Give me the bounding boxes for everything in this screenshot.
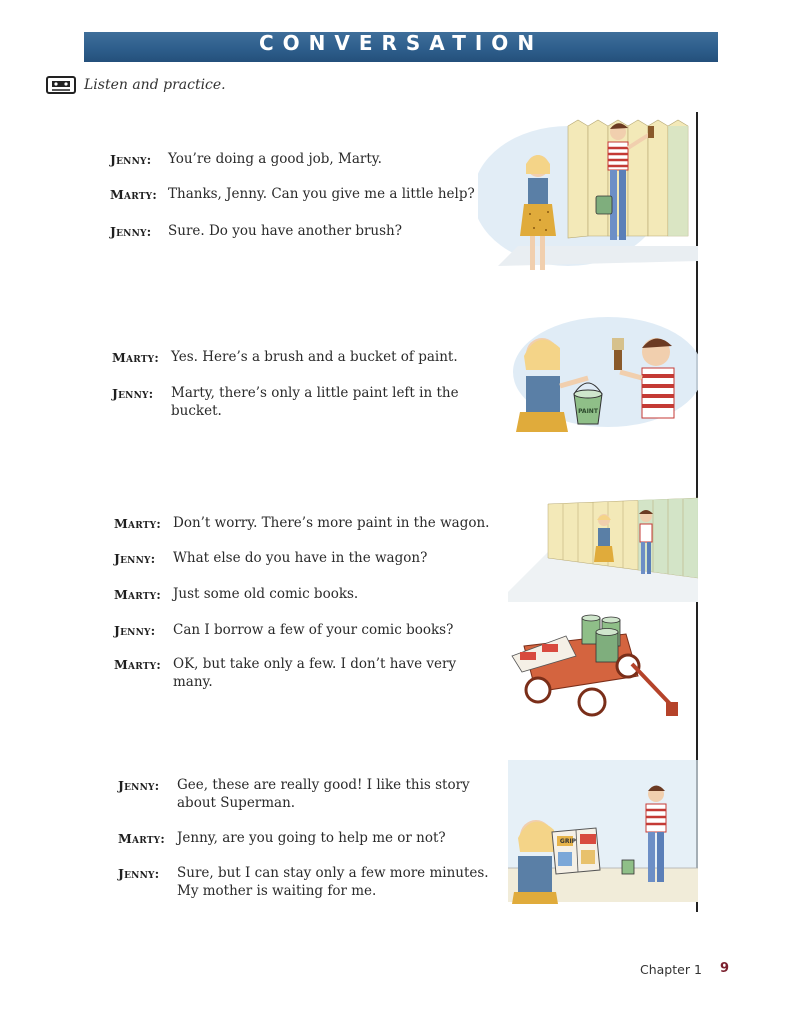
- dialogue-line: [114, 514, 494, 532]
- dialogue-line: [112, 348, 492, 366]
- speaker-name: Marty:: [114, 587, 162, 602]
- speaker-name: Marty:: [114, 657, 162, 672]
- dialogue-line: [110, 222, 490, 240]
- dialogue-text: Thanks, Jenny. Can you give me a little help?: [168, 186, 475, 202]
- dialogue-line: [112, 384, 492, 420]
- speaker-name: Jenny:: [118, 866, 160, 881]
- dialogue-text: Yes. Here’s a brush and a bucket of paint.: [171, 349, 458, 365]
- illustration-handing-brush: [508, 312, 698, 434]
- dialogue-text: Sure. Do you have another brush?: [168, 223, 402, 239]
- chapter-label: Chapter 1: [640, 962, 702, 977]
- speaker-name: Marty:: [112, 350, 160, 365]
- dialogue-line: [114, 655, 494, 691]
- dialogue-line: [114, 549, 494, 567]
- dialogue-line: [114, 585, 494, 603]
- bucket-label: PAINT: [578, 408, 598, 415]
- illustration-both-painting: [508, 492, 698, 602]
- dialogue-line: [114, 621, 494, 639]
- dialogue-text: Sure, but I can stay only a few more minutes.: [177, 865, 489, 881]
- speaker-name: Jenny:: [114, 623, 156, 638]
- speaker-name: Jenny:: [114, 551, 156, 566]
- speaker-name: Jenny:: [110, 152, 152, 167]
- section-title: CONVERSATION: [258, 31, 544, 55]
- dialogue-text: What else do you have in the wagon?: [173, 550, 428, 566]
- speaker-name: Marty:: [110, 187, 158, 202]
- page-number: 9: [720, 961, 730, 976]
- dialogue-text: You’re doing a good job, Marty.: [168, 151, 382, 167]
- dialogue-text: about Superman.: [177, 795, 296, 811]
- speaker-name: Marty:: [118, 831, 166, 846]
- dialogue-text: Marty, there’s only a little paint left in the: [171, 385, 459, 401]
- dialogue-text: Jenny, are you going to help me or not?: [177, 830, 446, 846]
- dialogue-text: OK, but take only a few. I don’t have very: [173, 656, 457, 672]
- dialogue-text: Gee, these are really good! I like this story: [177, 777, 470, 793]
- instruction-row: [46, 74, 226, 96]
- section-banner: [84, 32, 718, 62]
- dialogue-text: Don’t worry. There’s more paint in the wagon.: [173, 515, 490, 531]
- illustration-wagon: [506, 606, 690, 722]
- dialogue-line: [118, 776, 498, 812]
- instruction-text: Listen and practice.: [84, 77, 226, 93]
- dialogue-text: Can I borrow a few of your comic books?: [173, 622, 454, 638]
- dialogue-text: My mother is waiting for me.: [177, 883, 377, 899]
- speaker-name: Jenny:: [112, 386, 154, 401]
- comic-lettering: GRIP: [559, 838, 577, 845]
- dialogue-text: bucket.: [171, 403, 222, 419]
- cassette-icon: [46, 76, 76, 94]
- dialogue-line: [118, 864, 498, 900]
- speaker-name: Jenny:: [110, 224, 152, 239]
- illustration-reading-comic: [508, 760, 698, 906]
- speaker-name: Jenny:: [118, 778, 160, 793]
- speaker-name: Marty:: [114, 516, 162, 531]
- dialogue-line: [110, 150, 490, 168]
- dialogue-text: many.: [173, 674, 213, 690]
- illustration-painting-fence: [478, 96, 698, 286]
- dialogue-text: Just some old comic books.: [173, 586, 359, 602]
- comic-book: [552, 828, 600, 874]
- dialogue-line: [110, 185, 490, 203]
- dialogue-line: [118, 829, 498, 847]
